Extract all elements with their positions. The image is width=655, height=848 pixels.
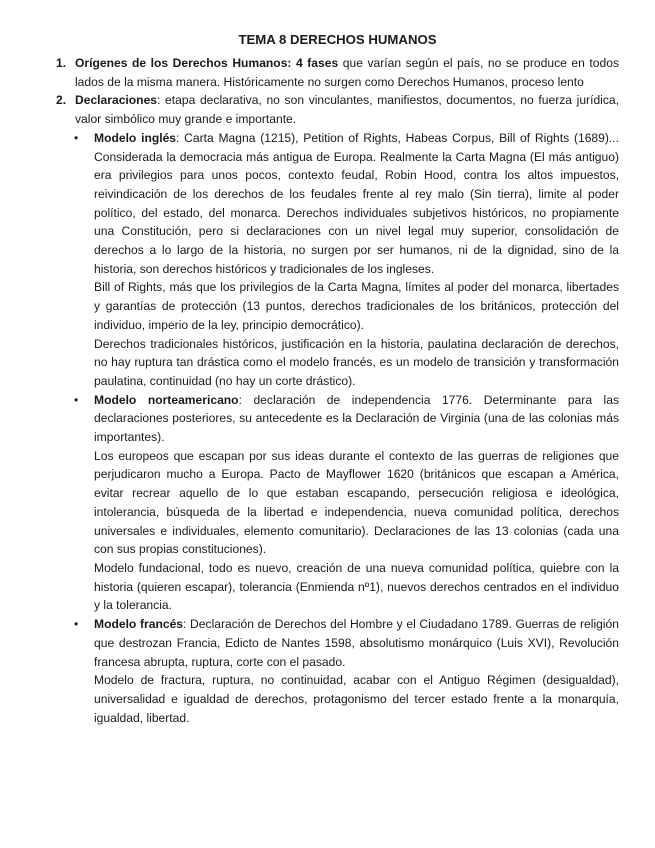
model-paragraph <box>94 391 619 447</box>
models-list <box>56 129 619 728</box>
model-heading: Modelo inglés <box>94 130 177 145</box>
item-heading: Declaraciones <box>75 93 158 108</box>
model-paragraph: Derechos tradicionales históricos, justificación en la historia, paulatina declaración de derechos, no hay ruptura tan drástica como el modelo francés, es un modelo de transición y transformación paulatina, continuidad (no hay un corte drástico). <box>94 336 619 388</box>
main-list <box>56 54 619 129</box>
model-text: : Declaración de Derechos del Hombre y el Ciudadano 1789. Guerras de religión que destrozan Francia, Edicto de Nantes 1598, absolutismo monárquico (Luis XVI), Revolución francesa abrupta, ruptura, corte con el pasado. <box>94 617 619 669</box>
model-paragraph: Modelo de fractura, ruptura, no continuidad, acabar con el Antiguo Régimen (desigualdad), universalidad e igualdad de derechos, protagonismo del tercer estado frente a la monarquía, igualdad, libertad. <box>94 673 619 725</box>
bullet-icon: • <box>74 617 79 632</box>
bullet-icon: • <box>74 130 79 145</box>
document-title: TEMA 8 DERECHOS HUMANOS <box>238 32 437 47</box>
list-item-declarations <box>56 91 619 128</box>
model-paragraph <box>94 615 619 671</box>
list-number: 2. <box>56 93 67 108</box>
model-heading: Modelo francés <box>94 617 184 632</box>
model-frances <box>74 615 619 727</box>
model-ingles <box>74 129 619 391</box>
model-text: : declaración de independencia 1776. Determinante para las declaraciones posteriores, su antecedente es la Declaración de Virginia (una de las colonias más importantes). <box>94 392 620 445</box>
list-number: 1. <box>56 56 67 70</box>
list-item-origins <box>56 54 619 91</box>
item-text: que varían según el país, no se produce en todos lados de la misma manera. Históricamente no surgen como Derechos Humanos, proceso lento <box>75 56 619 89</box>
item-heading: Orígenes de los Derechos Humanos: 4 fases <box>75 56 339 70</box>
model-paragraph: Modelo fundacional, todo es nuevo, creación de una nueva comunidad política, quiebre con la historia (quieren escapar), tolerancia (Enmienda nº1), nuevos derechos centrados en el individuo y la tolerancia. <box>94 560 619 613</box>
model-heading: Modelo norteamericano <box>94 392 239 407</box>
model-paragraph: Los europeos que escapan por sus ideas durante el contexto de las guerras de religiones que perjudicaron mucho a Europa. Pacto de Mayflower 1620 (británicos que escapan a América, evitar recrear aquello de lo que estaban escapando, persecución religiosa e ideológica, intolerancia, búsqueda de la libertad e independencia, nueva comunidad política, derechos universales e individuales, elemento comunitario). Declaraciones de las 13 colonias (cada una con sus propias constituciones). <box>94 448 619 557</box>
model-text: : Carta Magna (1215), Petition of Rights, Habeas Corpus, Bill of Rights (1689)... Considerada la democracia más antigua de Europa. Realmente la Carta Magna (El más antiguo) era privilegios para unos pocos, contexto feudal, Robin Hood, contra los altos impuestos, reivindicación de los derechos de los feudales frente al rey malo (Sin tierra), limite al poder político, del estado, del monarca. Derechos individuales subjetivos históricos, no propiamente una Constitución, pero si declaraciones con un nivel legal muy superior, consolidación de derechos a lo largo de la historia, no surgen por ser humanos, ni de la dignidad, sino de la historia, son derechos históricos y tradicionales de los ingleses. <box>94 130 619 276</box>
bullet-icon: • <box>74 392 79 407</box>
model-paragraph <box>94 129 619 279</box>
item-text: : etapa declarativa, no son vinculantes, manifiestos, documentos, no fuerza jurídica, valor simbólico muy grande e importante. <box>75 93 619 127</box>
model-paragraph: Bill of Rights, más que los privilegios de la Carta Magna, límites al poder del monarca, libertades y garantías de protección (13 puntos, derechos tradicionales de los británicos, protección del individuo, imperio de la ley, principio democrático). <box>94 280 619 332</box>
model-norteamericano <box>74 391 620 615</box>
